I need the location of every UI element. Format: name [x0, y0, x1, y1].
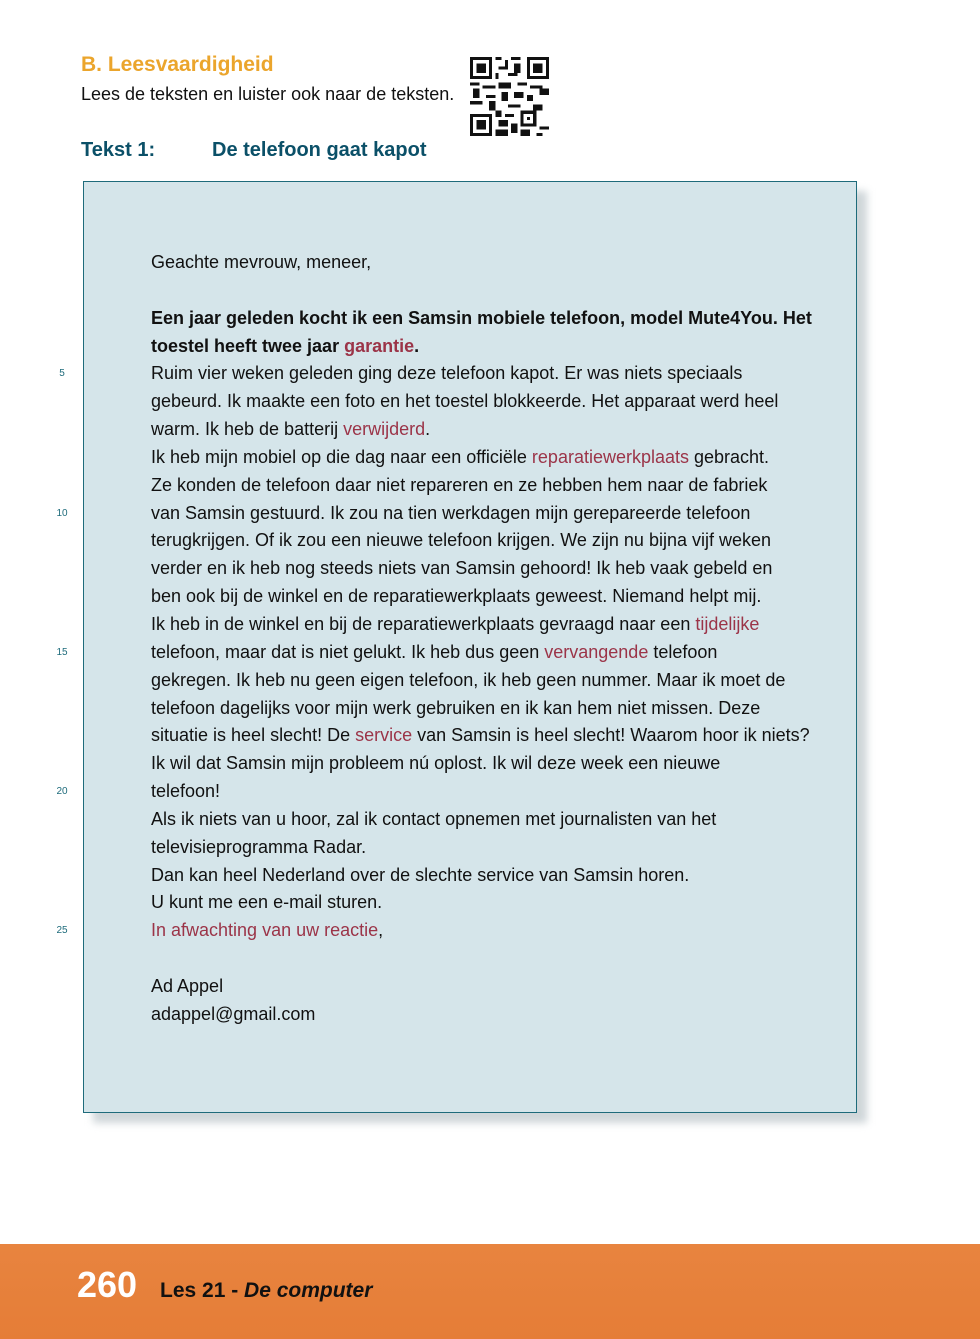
text-segment: van Samsin gestuurd. Ik zou na tien werkdagen mijn gerepareerde telefoon: [151, 502, 751, 523]
letter-line: [151, 583, 812, 611]
highlighted-word: In afwachting van uw reactie: [151, 920, 379, 941]
letter-line: [151, 611, 812, 639]
letter-line: [151, 722, 812, 750]
text-segment: .: [425, 419, 431, 440]
text-label: Tekst 1:: [81, 139, 156, 161]
text-segment: Een jaar geleden kocht ik een Samsin mobiele telefoon, model Mute4You. Het: [151, 307, 812, 328]
letter-line: [151, 360, 812, 388]
letter-line: [151, 277, 812, 305]
letter-line: [151, 834, 812, 862]
lesson-label: Les 21 -: [160, 1279, 245, 1302]
letter-line: [151, 555, 812, 583]
line-number: 5: [59, 368, 65, 380]
text-segment: Ik heb in de winkel en bij de reparatiewerkplaats gevraagd naar een: [151, 613, 696, 634]
letter-line: [151, 388, 812, 416]
section-title: B. Leesvaardigheid: [81, 53, 274, 76]
line-number: 15: [56, 646, 68, 658]
letter-line: [151, 695, 812, 723]
letter-line: [151, 500, 812, 528]
text-segment: gebracht.: [689, 446, 770, 467]
text-segment: situatie is heel slecht! De: [151, 725, 356, 746]
letter-line: [151, 806, 812, 834]
text-title: De telefoon gaat kapot: [212, 139, 427, 161]
letter-line: [151, 750, 812, 778]
text-segment: Geachte mevrouw, meneer,: [151, 252, 372, 272]
lesson-title: [160, 1279, 372, 1303]
text-segment: telefoon, maar dat is niet gelukt. Ik heb dus geen: [151, 641, 545, 662]
highlighted-word: reparatiewerkplaats: [531, 446, 689, 467]
highlighted-word: verwijderd: [343, 419, 426, 440]
text-segment: Ik heb mijn mobiel op die dag naar een officiële: [151, 446, 532, 467]
highlighted-word: tijdelijke: [695, 613, 760, 634]
text-segment: Ruim vier weken geleden ging deze telefoon kapot. Er was niets speciaals: [151, 363, 743, 384]
highlighted-word: vervangende: [544, 641, 649, 662]
letter-line: [151, 973, 812, 1001]
qr-code-icon[interactable]: [470, 57, 549, 136]
text-segment: warm. Ik heb de batterij: [151, 419, 344, 440]
line-number: 10: [56, 507, 68, 519]
letter-line: [151, 862, 812, 890]
line-number: 25: [56, 925, 68, 937]
text-segment: Dan kan heel Nederland over de slechte service van Samsin horen.: [151, 864, 690, 885]
letter-line: [151, 305, 812, 333]
letter-line: [151, 249, 812, 277]
letter-line: [151, 527, 812, 555]
text-segment: verder en ik heb nog steeds niets van Samsin gehoord! Ik heb vaak gebeld en: [151, 558, 773, 579]
letter-line: [151, 416, 812, 444]
text-segment: telefoon dagelijks voor mijn werk gebruiken en ik kan hem niet missen. Deze: [151, 697, 761, 718]
text-segment: Ze konden de telefoon daar niet repareren en ze hebben hem naar de fabriek: [151, 474, 768, 495]
letter-line: [151, 333, 812, 361]
text-segment: Als ik niets van u hoor, zal ik contact opnemen met journalisten van het: [151, 808, 717, 829]
letter-line: [151, 889, 812, 917]
page-footer: [0, 1244, 980, 1339]
text-segment: telefoon!: [151, 781, 221, 802]
page-number: 260: [77, 1264, 138, 1305]
text-segment: gekregen. Ik heb nu geen eigen telefoon, ik heb geen nummer. Maar ik moet de: [151, 669, 786, 690]
text-segment: terugkrijgen. Of ik zou een nieuwe telefoon krijgen. We zijn nu bijna vijf weken: [151, 530, 772, 551]
text-segment: ben ook bij de winkel en de reparatiewerkplaats geweest. Niemand helpt mij.: [151, 586, 762, 607]
lesson-name: De computer: [244, 1279, 373, 1302]
highlighted-word: garantie: [344, 335, 415, 356]
letter-line: [151, 444, 812, 472]
text-segment: telefoon: [648, 641, 718, 662]
letter-body: [151, 249, 812, 1029]
letter-line: [151, 945, 812, 973]
text-segment: gebeurd. Ik maakte een foto en het toestel blokkeerde. Het apparaat werd heel: [151, 391, 779, 412]
text-segment: Ad Appel: [151, 975, 224, 996]
text-segment: van Samsin is heel slecht! Waarom hoor ik niets?: [412, 725, 810, 746]
letter-line: [151, 1001, 812, 1029]
instruction: Lees de teksten en luister ook naar de teksten.: [81, 84, 455, 104]
text-segment: Ik wil dat Samsin mijn probleem nú oplost. Ik wil deze week een nieuwe: [151, 753, 721, 774]
text-segment: ,: [378, 920, 384, 941]
text-segment: toestel heeft twee jaar: [151, 335, 345, 356]
letter-line: [151, 472, 812, 500]
letter-line: [151, 917, 812, 945]
text-segment: televisieprogramma Radar.: [151, 836, 367, 857]
highlighted-word: service: [355, 725, 413, 746]
text-segment: U kunt me een e-mail sturen.: [151, 892, 383, 913]
letter-line: [151, 639, 812, 667]
text-segment: adappel@gmail.com: [151, 1003, 316, 1024]
letter-line: [151, 778, 812, 806]
letter-line: [151, 667, 812, 695]
text-segment: .: [414, 335, 420, 356]
line-number: 20: [56, 786, 68, 798]
